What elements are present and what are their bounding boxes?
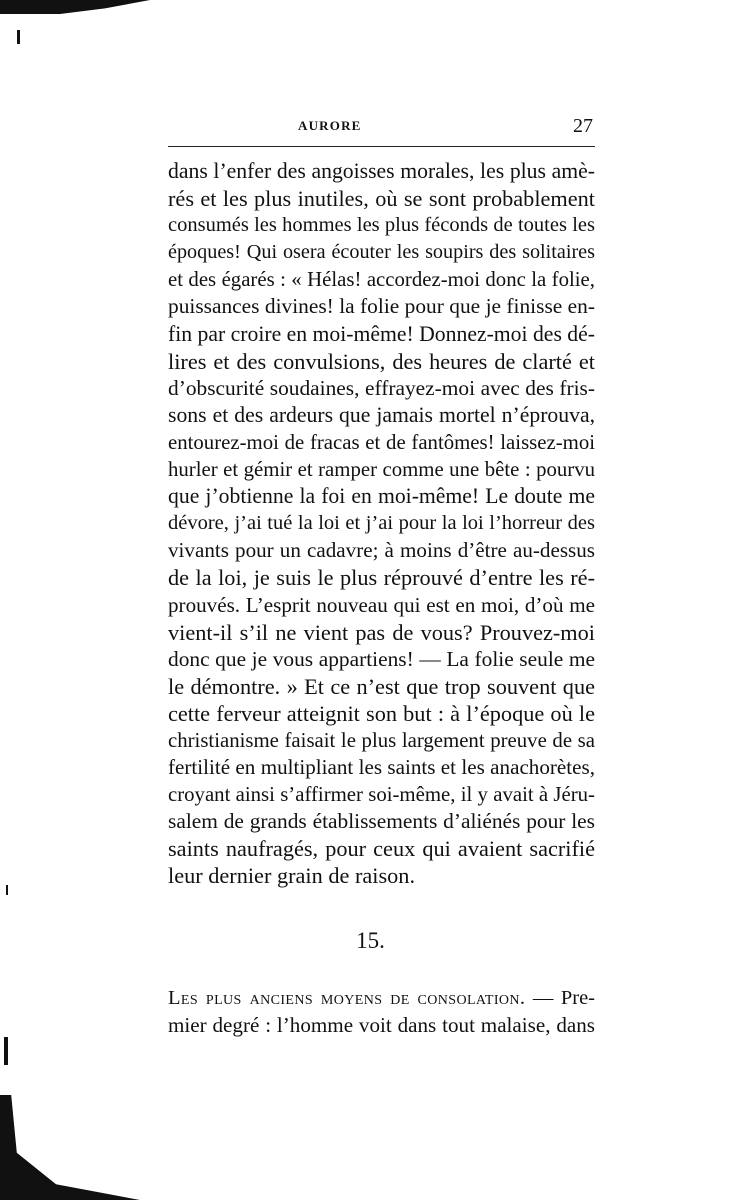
- text-line: rés et les plus inutiles, où se sont probablement: [168, 186, 595, 212]
- scan-artifact-left-mark: [17, 30, 20, 44]
- section-first-line: [168, 985, 595, 1012]
- section-heading: Les plus anciens moyens de consolation.: [168, 987, 526, 1009]
- section-line-continuation: — Pre-: [525, 987, 595, 1009]
- text-line: fin par croire en moi-même! Donnez-moi des dé-: [168, 321, 595, 346]
- text-line: saints naufragés, pour ceux qui avaient sacrifié: [168, 836, 595, 862]
- text-line: prouvés. L’esprit nouveau qui est en moi, d’où me: [168, 592, 595, 617]
- scan-artifact-bottom: [0, 1095, 140, 1200]
- text-line: entourez-moi de fracas et de fantômes! laissez-moi: [168, 430, 595, 454]
- page-header: [168, 115, 595, 138]
- text-line: salem de grands établissements d’aliénés pour les: [168, 809, 595, 834]
- text-line: consumés les hommes les plus féconds de toutes les: [168, 214, 595, 237]
- text-line: mier degré : l’homme voit dans tout malaise, dans: [168, 1013, 595, 1038]
- text-line: et des égarés : « Hélas! accordez-moi donc la folie,: [168, 268, 595, 292]
- text-line: croyant ainsi s’affirmer soi-même, il y avait à Jéru-: [168, 783, 595, 807]
- section-paragraph: [168, 985, 595, 1039]
- scan-artifact-top: [0, 0, 150, 14]
- text-line: hurler et gémir et ramper comme une bête : pourvu: [168, 458, 595, 482]
- text-line: cette ferveur atteignit son but : à l’époque où le: [168, 700, 595, 726]
- section-number: 15.: [356, 928, 385, 953]
- text-line: vient-il s’il ne vient pas de vous? Prouvez-moi: [168, 619, 595, 645]
- text-line: époques! Qui osera écouter les soupirs des solitaires: [168, 241, 595, 264]
- text-line: que j’obtienne la foi en moi-même! Le doute me: [168, 484, 595, 509]
- text-line: de la loi, je suis le plus réprouvé d’entre les ré-: [168, 565, 595, 591]
- text-line: donc que je vous appartiens! — La folie seule me: [168, 646, 595, 671]
- header-rule: [168, 146, 595, 147]
- text-line: christianisme faisait le plus largement preuve de sa: [168, 728, 595, 752]
- text-line: le démontre. » Et ce n’est que trop souvent que: [168, 673, 595, 699]
- running-title: AURORE: [298, 118, 362, 133]
- text-line: d’obscurité soudaines, effrayez-moi avec des fris-: [168, 375, 595, 400]
- text-line: dévore, j’ai tué la loi et j’ai pour la loi l’horreur des: [168, 512, 595, 535]
- body-paragraph: [168, 158, 595, 890]
- text-line: dans l’enfer des angoisses morales, les plus amè-: [168, 159, 595, 183]
- text-line: puissances divines! la folie pour que je finisse en-: [168, 294, 595, 319]
- text-line: leur dernier grain de raison.: [168, 863, 416, 889]
- text-line: lires et des convulsions, des heures de clarté et: [168, 348, 595, 374]
- page-number: 27: [573, 115, 593, 137]
- text-line: fertilité en multipliant les saints et les anachorètes,: [168, 755, 595, 780]
- text-line: vivants pour un cadavre; à moins d’être au-dessus: [168, 538, 595, 563]
- scan-artifact-left-mid: [6, 885, 8, 895]
- scan-artifact-left-lower: [4, 1037, 8, 1065]
- text-line: sons et des ardeurs que jamais mortel n’éprouva,: [168, 402, 595, 427]
